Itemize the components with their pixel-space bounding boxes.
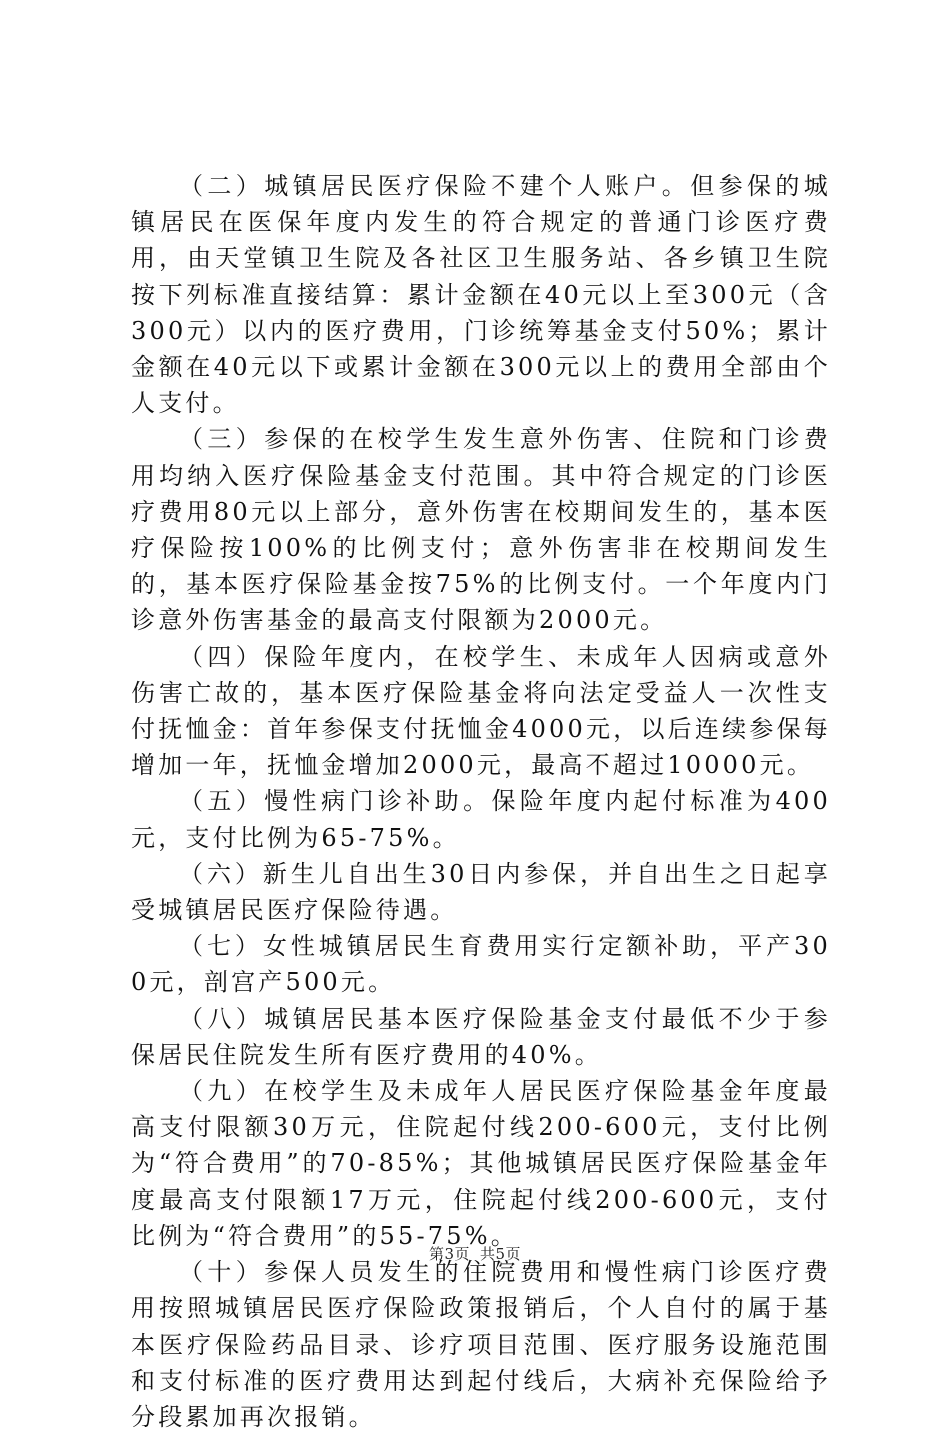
paragraph-10: （十）参保人员发生的住院费用和慢性病门诊医疗费用按照城镇居民医疗保险政策报销后，个人自付的属于基本医疗保险药品目录、诊疗项目范围、医疗服务设施范围和支付标准的医疗费用达到起付线后，大病补充保险给予分段累加再次报销。 — [131, 1258, 831, 1431]
page-total: 共5页 — [480, 1245, 522, 1263]
paragraph-5: （五）慢性病门诊补助。保险年度内起付标准为400元，支付比例为65-75%。 — [131, 787, 831, 852]
paragraph-4: （四）保险年度内，在校学生、未成年人因病或意外伤害亡故的，基本医疗保险基金将向法定受益人一次性支付抚恤金：首年参保支付抚恤金4000元，以后连续参保每增加一年，抚恤金增加2000元，最高不超过10000元。 — [131, 642, 831, 780]
page-number: 第3页 — [428, 1245, 470, 1263]
paragraph-7: （七）女性城镇居民生育费用实行定额补助，平产300元，剖宫产500元。 — [131, 932, 831, 997]
paragraph-8: （八）城镇居民基本医疗保险基金支付最低不少于参保居民住院发生所有医疗费用的40%。 — [131, 1004, 831, 1069]
paragraph-2: （二）城镇居民医疗保险不建个人账户。但参保的城镇居民在医保年度内发生的符合规定的普通门诊医疗费用，由天堂镇卫生院及各社区卫生服务站、各乡镇卫生院按下列标准直接结算：累计金额在40元以上至300元（含300元）以内的医疗费用，门诊统筹基金支付50%；累计金额在40元以下或累计金额在300元以上的费用全部由个人支付。 — [131, 172, 831, 418]
paragraph-9: （九）在校学生及未成年人居民医疗保险基金年度最高支付限额30万元，住院起付线200-600元，支付比例为“符合费用”的70-85%；其他城镇居民医疗保险基金年度最高支付限额17万元，住院起付线200-600元，支付比例为“符合费用”的55-75%。 — [131, 1077, 831, 1250]
paragraph-3: （三）参保的在校学生发生意外伤害、住院和门诊费用均纳入医疗保险基金支付范围。其中符合规定的门诊医疗费用80元以上部分，意外伤害在校期间发生的，基本医疗保险按100%的比例支付；意外伤害非在校期间发生的，基本医疗保险基金按75%的比例支付。一个年度内门诊意外伤害基金的最高支付限额为2000元。 — [131, 425, 831, 635]
page-footer — [0, 1244, 950, 1264]
paragraph-6: （六）新生儿自出生30日内参保，并自出生之日起享受城镇居民医疗保险待遇。 — [131, 859, 831, 925]
